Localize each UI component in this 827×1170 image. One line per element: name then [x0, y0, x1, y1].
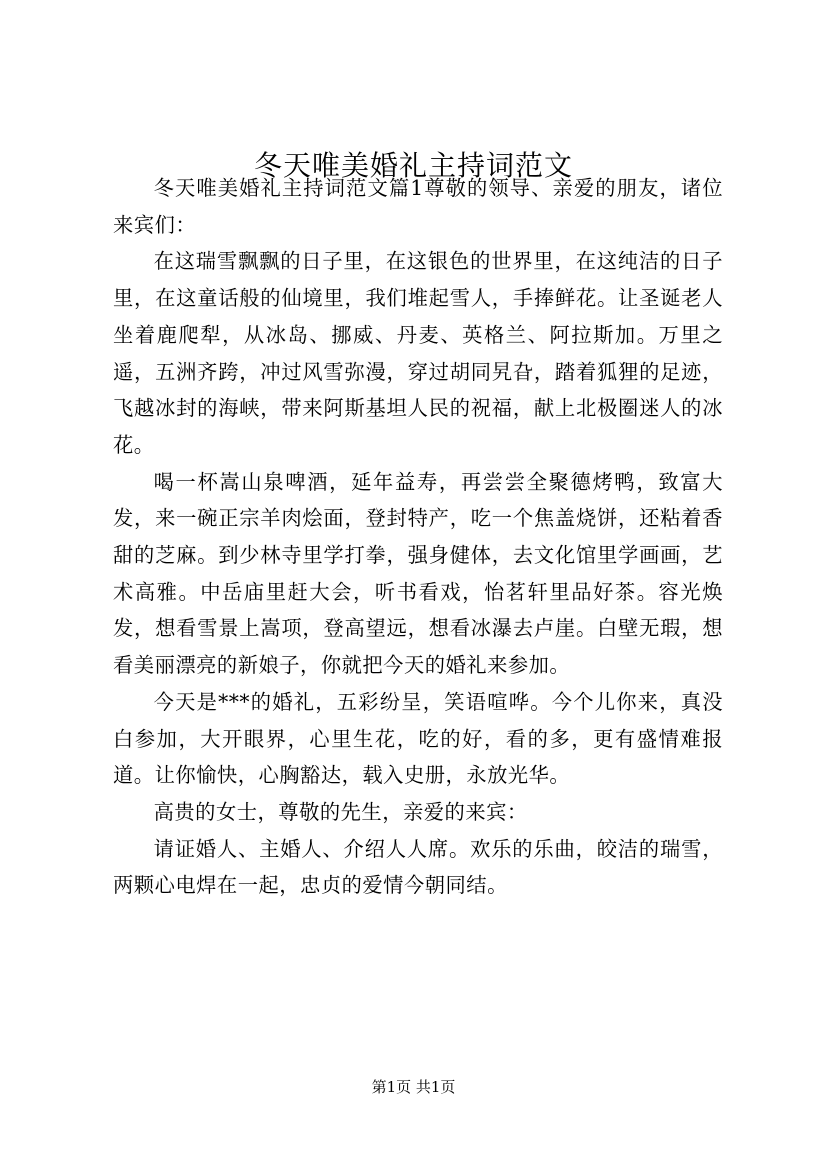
paragraph-6: 请证婚人、主婚人、介绍人人席。欢乐的乐曲，皎洁的瑞雪，两颗心电焊在一起，忠贞的爱情今朝同结。	[113, 836, 723, 898]
paragraph-3: 喝一杯嵩山泉啤酒，延年益寿，再尝尝全聚德烤鸭，致富大发，来一碗正宗羊肉烩面，登封特产，吃一个焦盖烧饼，还粘着香甜的芝麻。到少林寺里学打拳，强身健体，去文化馆里学画画，艺术高雅。中岳庙里赶大会，听书看戏，怡茗轩里品好茶。容光焕发，想看雪景上嵩项，登高望远，想看冰瀑去卢崖。白壁无瑕，想看美丽漂亮的新娘子，你就把今天的婚礼来参加。	[113, 469, 723, 678]
page-number-footer: 第1页 共1页	[371, 1078, 456, 1096]
document-title: 冬天唯美婚礼主持词范文	[253, 149, 573, 182]
paragraph-2: 在这瑞雪飘飘的日子里，在这银色的世界里，在这纯洁的日子里，在这童话般的仙境里，我们堆起雪人，手捧鲜花。让圣诞老人坐着鹿爬犁，从冰岛、挪威、丹麦、英格兰、阿拉斯加。万里之遥，五洲齐跨，冲过风雪弥漫，穿过胡同旯旮，踏着狐狸的足迹，飞越冰封的海峡，带来阿斯基坦人民的祝福，献上北极圈迷人的冰花。	[113, 249, 723, 457]
paragraph-4: 今天是***的婚礼，五彩纷呈，笑语喧哗。今个儿你来，真没白参加，大开眼界，心里生花，吃的好，看的多，更有盛情难报道。让你愉快，心胸豁达，载入史册，永放光华。	[113, 689, 723, 788]
document-body	[113, 170, 723, 904]
paragraph-5: 高贵的女士，尊敬的先生，亲爱的来宾：	[153, 799, 528, 824]
paragraph-1: 冬天唯美婚礼主持词范文篇1尊敬的领导、亲爱的朋友，诸位来宾们：	[113, 176, 723, 237]
